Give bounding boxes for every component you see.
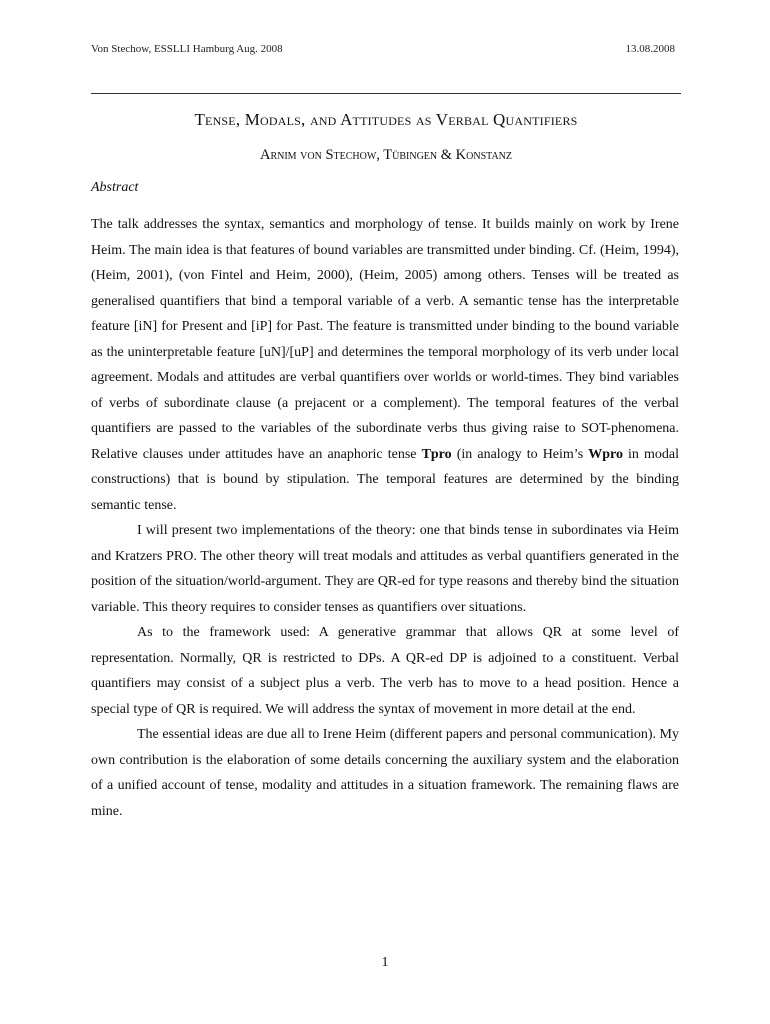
- paragraph-4: The essential ideas are due all to Irene Heim (different papers and personal communication). My own contribution is the elaboration of some details concerning the auxiliary system and the elaboration of a unified account of tense, modality and attitudes in a situation framework. The remaining flaws are mine.: [91, 727, 679, 819]
- paper-title: Tense, Modals, and Attitudes as Verbal Quantifiers: [194, 110, 578, 129]
- term-tpro: Tpro: [421, 446, 452, 462]
- header-left: Von Stechow, ESSLLI Hamburg Aug. 2008: [91, 43, 283, 55]
- paragraph-1-part3: in modal constructions) that is bound by stipulation. The temporal features are determined by the binding semantic tense.: [91, 446, 679, 513]
- paragraph-2: I will present two implementations of the theory: one that binds tense in subordinates via Heim and Kratzers PRO. The other theory will treat modals and attitudes as verbal quantifiers generated in the position of the situation/world-argument. They are QR-ed for type reasons and thereby bind the situation variable. This theory requires to consider tenses as quantifiers over situations.: [91, 523, 679, 615]
- paragraph-3: As to the framework used: A generative grammar that allows QR at some level of representation. Normally, QR is restricted to DPs. A QR-ed DP is adjoined to a constituent. Verbal quantifiers may consist of a subject plus a verb. The verb has to move to a head position. Hence a special type of QR is required. We will address the syntax of movement in more detail at the end.: [91, 625, 679, 717]
- paragraph-1-part2: (in analogy to Heim’s: [451, 446, 589, 462]
- paper-author: Arnim von Stechow, Tübingen & Konstanz: [259, 147, 513, 163]
- paragraph-1-part1: The talk addresses the syntax, semantics and morphology of tense. It builds mainly on work by Irene Heim. The main idea is that features of bound variables are transmitted under binding. Cf. (Heim, 1994), (Heim, 2001), (von Fintel and Heim, 2000), (Heim, 2005) among others. Tenses will be treated as generalised quantifiers that bind a temporal variable of a verb. A semantic tense has the interpretable feature [iN] for Present and [iP] for Past. The feature is transmitted under binding to the bound variable as the uninterpretable feature [uN]/[uP] and determines the temporal morphology of its verb under local agreement. Modals and attitudes are verbal quantifiers over worlds or world-times. They bind variables of verbs of subordinate clause (a prejacent or a complement). The temporal features of the verbal quantifiers are passed to the variables of the subordinate verbs thus giving raise to SOT-phenomena. Relative clauses under attitudes have an anaphoric tense: [91, 217, 679, 462]
- abstract-label: Abstract: [91, 180, 139, 195]
- page-number: 1: [381, 955, 389, 970]
- header-rule: [91, 93, 681, 94]
- header-date: 13.08.2008: [625, 43, 675, 55]
- abstract-body: [91, 212, 679, 824]
- paragraph-1: [91, 212, 679, 518]
- term-wpro: Wpro: [588, 446, 623, 462]
